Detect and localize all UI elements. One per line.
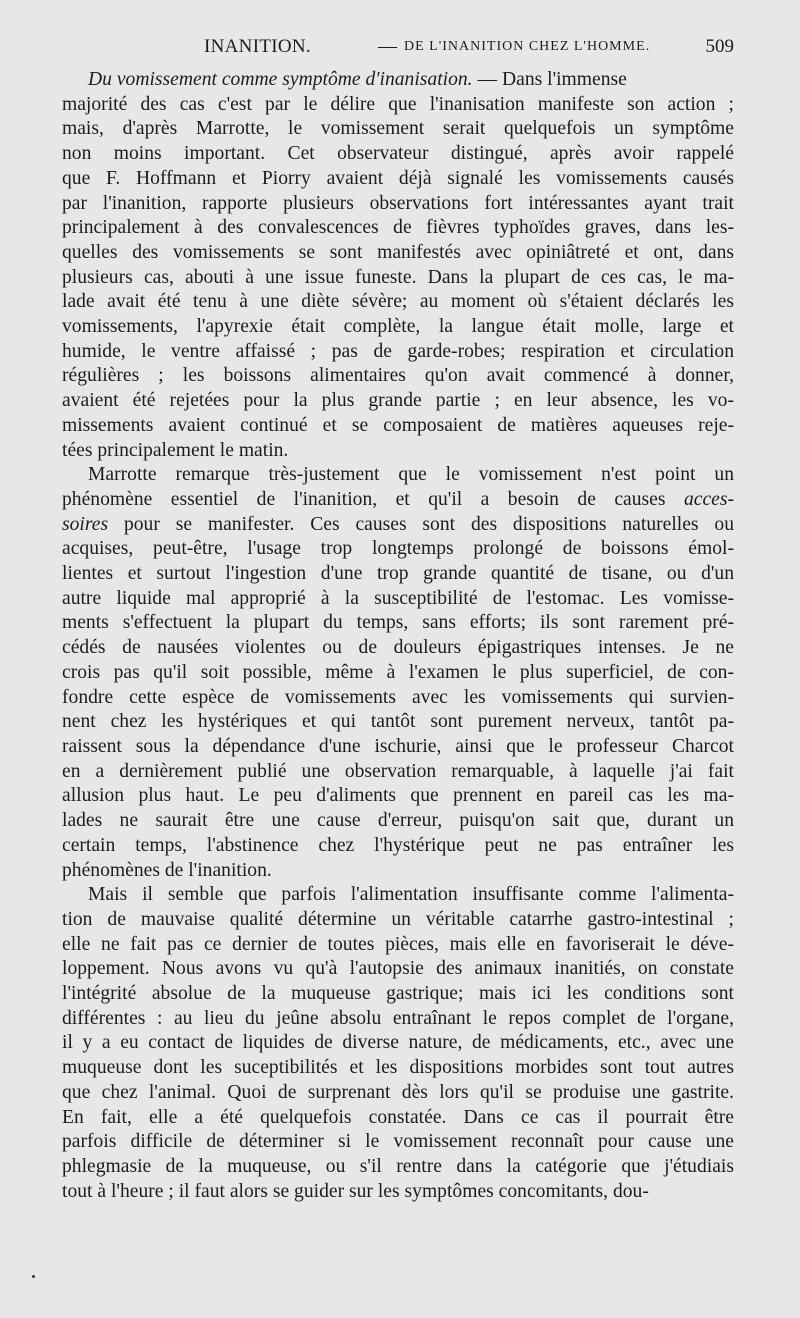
paragraph (62, 463, 734, 883)
line-text: par l'inanition, rapporte plusieurs observations fort intéressantes ayant trait (62, 192, 734, 214)
text-line (62, 439, 734, 464)
line-text: humide, le ventre affaissé ; pas de garde-robes; respiration et circulation (62, 340, 734, 362)
text-line (62, 1130, 734, 1155)
page-number: 509 (705, 36, 734, 57)
text-line (62, 167, 734, 192)
text-line (62, 1031, 734, 1056)
line-text: crois pas qu'il soit possible, même à l'examen le plus superficiel, de con- (62, 661, 734, 683)
line-text: que F. Hoffmann et Piorry avaient déjà signalé les vomissements causés (62, 167, 734, 189)
line-text: acquises, peut-être, l'usage trop longtemps prolongé de boissons émol- (62, 538, 734, 560)
text-line (62, 710, 734, 735)
line-text: loppement. Nous avons vu qu'à l'autopsie des animaux inanitiés, on constate (62, 958, 734, 980)
line-text: nent chez les hystériques et qui tantôt sont purement nerveux, tantôt pa- (62, 711, 734, 733)
text-line (62, 117, 734, 142)
text-line (62, 315, 734, 340)
text-line (62, 142, 734, 167)
text-line (62, 290, 734, 315)
line-text: muqueuse dont les suceptibilités et les dispositions morbides sont tout autres (62, 1057, 734, 1079)
line-text: parfois difficile de déterminer si le vomissement reconnaît pour cause une (62, 1131, 734, 1153)
line-text: phlegmasie de la muqueuse, ou s'il rentre dans la catégorie que j'étudiais (62, 1155, 734, 1177)
text-line (62, 784, 734, 809)
line-text: mais, d'après Marrotte, le vomissement serait quelquefois un symptôme (62, 118, 734, 140)
italic-text: soires (62, 513, 109, 535)
text-line (62, 686, 734, 711)
text-line (62, 389, 734, 414)
body-text (62, 68, 734, 1204)
text-line (62, 1056, 734, 1081)
running-subtitle: DE L'INANITION CHEZ L'HOMME. (404, 39, 651, 54)
line-text: ments s'effectuent la plupart du temps, sans efforts; ils sont rarement pré- (62, 612, 734, 634)
text-line (62, 488, 734, 513)
text-line (62, 809, 734, 834)
line-text: autre liquide mal approprié à la susceptibilité de l'estomac. Les vomisse- (62, 587, 734, 609)
line-text: différentes : au lieu du jeûne absolu entraînant le repos complet de l'organe, (62, 1007, 734, 1029)
italic-text: acces- (683, 488, 734, 510)
line-text: phénomènes de l'inanition. (62, 859, 272, 881)
line-text: tées principalement le matin. (62, 439, 289, 461)
text-line (62, 957, 734, 982)
text-line (62, 1007, 734, 1032)
text-line (62, 364, 734, 389)
paragraph (62, 68, 734, 463)
line-text: tout à l'heure ; il faut alors se guider sur les symptômes concomitants, dou- (62, 1180, 649, 1202)
line-text: lades ne saurait être une cause d'erreur, puisqu'on sait que, durant un (62, 810, 734, 832)
text-line (62, 883, 734, 908)
line-text: elle ne fait pas ce dernier de toutes pièces, mais elle en favoriserait le déve- (62, 933, 734, 955)
line-text: Mais il semble que parfois l'alimentation insuffisante comme l'alimenta- (88, 884, 734, 906)
line-text: lade avait été tenu à une diète sévère; au moment où s'étaient déclarés les (62, 291, 734, 313)
line-text: En fait, elle a été quelquefois constatée. Dans ce cas il pourrait être (62, 1106, 734, 1128)
line-text: tion de mauvaise qualité détermine un véritable catarrhe gastro-intestinal ; (62, 908, 734, 930)
text-line (62, 1180, 734, 1205)
text-line (62, 908, 734, 933)
text-line (62, 933, 734, 958)
text-line (62, 68, 734, 93)
text-line (62, 414, 734, 439)
line-text: il y a eu contact de liquides de diverse nature, de médicaments, etc., avec une (62, 1032, 734, 1054)
line-text: quelles des vomissements se sont manifestés avec opiniâtreté et ont, dans (62, 241, 734, 263)
text-line (62, 982, 734, 1007)
text-line (62, 513, 734, 538)
line-text: pour se manifester. Ces causes sont des dispositions naturelles ou (108, 513, 734, 535)
text-line (62, 587, 734, 612)
line-text: certain temps, l'abstinence chez l'hystérique peut ne pas entraîner les (62, 834, 734, 856)
paragraph (62, 883, 734, 1204)
line-text: majorité des cas c'est par le délire que l'inanisation manifeste son action ; (62, 93, 734, 115)
text-line (62, 93, 734, 118)
line-text: vomissements, l'apyrexie était complète, la langue était molle, large et (62, 316, 734, 338)
line-text: cédés de nausées violentes ou de douleurs épigastriques intenses. Je ne (62, 637, 734, 659)
text-line (62, 463, 734, 488)
line-text: plusieurs cas, abouti à une issue funeste. Dans la plupart de ces cas, le ma- (62, 266, 734, 288)
text-line (62, 636, 734, 661)
text-line (62, 1106, 734, 1131)
line-text: avaient été rejetées pour la plus grande partie ; en leur absence, les vo- (62, 390, 734, 412)
text-line (62, 661, 734, 686)
line-text: allusion plus haut. Le peu d'aliments que prennent en pareil cas les ma- (62, 785, 734, 807)
line-text: l'intégrité absolue de la muqueuse gastrique; mais ici les conditions sont (62, 983, 734, 1005)
line-text: régulières ; les boissons alimentaires qu'on avait commencé à donner, (62, 365, 734, 387)
page-speck (32, 1275, 35, 1278)
running-title: INANITION. (204, 36, 311, 57)
line-text: non moins important. Cet observateur distingué, après avoir rappelé (62, 143, 734, 165)
text-line (62, 537, 734, 562)
line-text: que chez l'animal. Quoi de surprenant dès lors qu'il se produise une gastrite. (62, 1081, 734, 1103)
text-line (62, 1081, 734, 1106)
text-line (62, 859, 734, 884)
italic-text: Du vomissement comme symptôme d'inanisation. (88, 69, 473, 90)
text-line (62, 834, 734, 859)
text-line (62, 611, 734, 636)
line-text: missements avaient continué et se composaient de matières aqueuses reje- (62, 414, 734, 436)
text-line (62, 266, 734, 291)
text-line (62, 340, 734, 365)
text-line (62, 216, 734, 241)
running-header (62, 36, 734, 58)
text-line (62, 241, 734, 266)
text-line (62, 192, 734, 217)
text-line (62, 562, 734, 587)
line-text: fondre cette espèce de vomissements avec les vomissements qui survien- (62, 686, 734, 708)
text-line (62, 735, 734, 760)
line-text: en a dernièrement publié une observation remarquable, à laquelle j'ai fait (62, 760, 734, 782)
text-line (62, 760, 734, 785)
line-text: Marrotte remarque très-justement que le vomissement n'est point un (88, 464, 734, 486)
line-text: phénomène essentiel de l'inanition, et qu'il a besoin de causes (62, 488, 684, 510)
line-text: principalement à des convalescences de fièvres typhoïdes graves, dans les- (62, 217, 734, 239)
header-dash: — (378, 36, 397, 57)
line-text: raissent sous la dépendance d'une ischurie, ainsi que le professeur Charcot (62, 735, 734, 757)
line-text: lientes et surtout l'ingestion d'une trop grande quantité de tisane, ou d'un (62, 563, 734, 585)
line-text: — Dans l'immense (472, 69, 627, 90)
text-line (62, 1155, 734, 1180)
